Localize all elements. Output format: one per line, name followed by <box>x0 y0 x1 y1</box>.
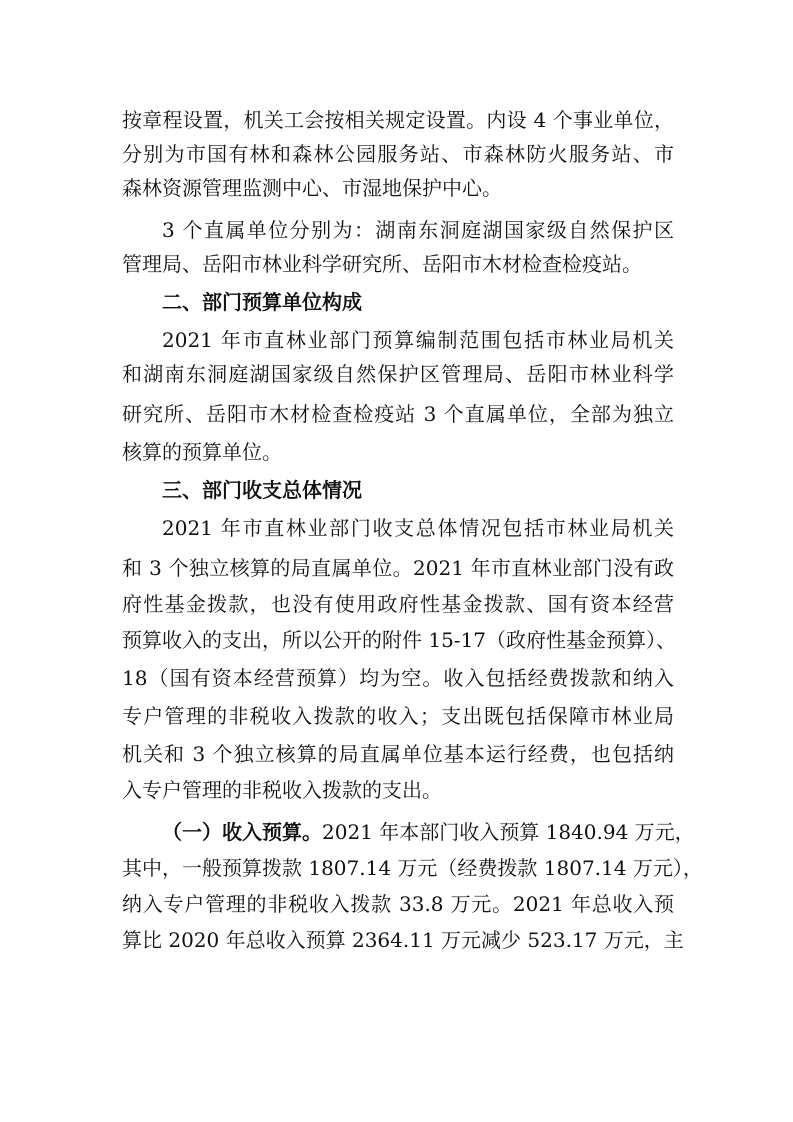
section-heading: 二、部门预算单位构成 <box>162 290 362 314</box>
paragraph-line: 入专户管理的非税收入拨款的支出。 <box>122 778 442 802</box>
paragraph-line: 专户管理的非税收入拨款的收入；支出既包括保障市林业局 <box>122 704 674 728</box>
paragraph-line: 和 3 个独立核算的局直属单位。2021 年市直林业部门没有政 <box>122 556 674 580</box>
paragraph-line: 算比 2020 年总收入预算 2364.11 万元减少 523.17 万元，主 <box>122 928 684 952</box>
paragraph-text: 2021 年本部门收入预算 1840.94 万元， <box>322 820 695 844</box>
paragraph-line: 核算的预算单位。 <box>122 440 282 464</box>
paragraph-line: 3 个直属单位分别为：湖南东洞庭湖国家级自然保护区 <box>162 218 674 242</box>
paragraph-line: 机关和 3 个独立核算的局直属单位基本运行经费，也包括纳 <box>122 742 674 766</box>
paragraph-line: 和湖南东洞庭湖国家级自然保护区管理局、岳阳市林业科学 <box>122 362 674 386</box>
paragraph-line: 其中，一般预算拨款 1807.14 万元（经费拨款 1807.14 万元）， <box>122 856 703 880</box>
paragraph-line: 按章程设置，机关工会按相关规定设置。内设 4 个事业单位， <box>122 108 674 132</box>
section-heading: 三、部门收支总体情况 <box>162 478 362 502</box>
paragraph-line: 18（国有资本经营预算）均为空。收入包括经费拨款和纳入 <box>122 666 674 690</box>
paragraph-line: 管理局、岳阳市林业科学研究所、岳阳市木材检查检疫站。 <box>122 252 642 276</box>
paragraph-line: 纳入专户管理的非税收入拨款 33.8 万元。2021 年总收入预 <box>122 892 674 916</box>
paragraph-line: 预算收入的支出，所以公开的附件 15-17（政府性基金预算）、 <box>122 628 677 652</box>
paragraph-line: 府性基金拨款，也没有使用政府性基金拨款、国有资本经营 <box>122 592 674 616</box>
paragraph-line: 分别为市国有林和森林公园服务站、市森林防火服务站、市 <box>122 142 674 166</box>
subsection-label: （一）收入预算。 <box>162 820 322 844</box>
paragraph-line: 2021 年市直林业部门收支总体情况包括市林业局机关 <box>162 516 674 540</box>
paragraph-line: 森林资源管理监测中心、市湿地保护中心。 <box>122 176 502 200</box>
paragraph-line: 2021 年市直林业部门预算编制范围包括市林业局机关 <box>162 328 674 352</box>
paragraph-line <box>162 820 695 844</box>
paragraph-line: 研究所、岳阳市木材检查检疫站 3 个直属单位，全部为独立 <box>122 402 674 426</box>
